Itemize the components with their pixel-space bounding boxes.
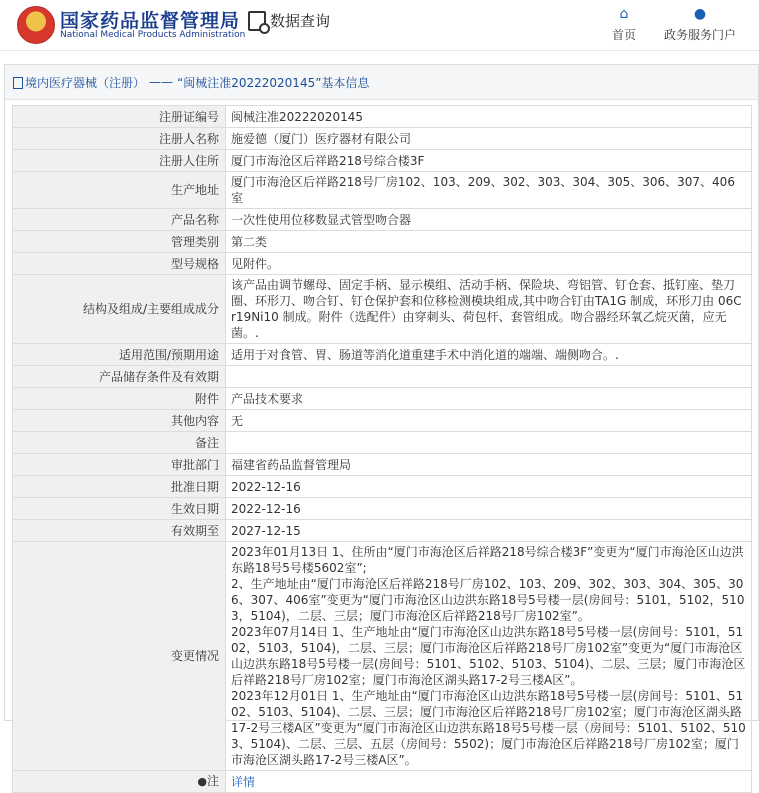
nav-home[interactable]	[610, 6, 638, 43]
row-label: 变更情况	[13, 542, 226, 771]
row-value: 厦门市海沧区后祥路218号厂房102、103、209、302、303、304、305、306、307、406室	[226, 172, 752, 209]
row-value: 施爱德（厦门）医疗器材有限公司	[226, 128, 752, 150]
row-value: 一次性使用位移数显式管型吻合器	[226, 209, 752, 231]
breadcrumb-separator: ——	[149, 75, 174, 89]
table-row	[13, 410, 752, 432]
nav-gov-portal-label: 政务服务门户	[663, 28, 736, 42]
row-value: 2027-12-15	[226, 520, 752, 542]
national-emblem-logo	[17, 6, 55, 44]
row-value: 见附件。	[226, 253, 752, 275]
table-row	[13, 253, 752, 275]
nav-gov-portal[interactable]	[660, 6, 740, 43]
note-value-cell	[226, 771, 752, 793]
table-row	[13, 476, 752, 498]
row-label: 生效日期	[13, 498, 226, 520]
user-icon: ●	[693, 6, 707, 22]
row-value: 2022-12-16	[226, 498, 752, 520]
row-label: 型号规格	[13, 253, 226, 275]
row-label: 注册证编号	[13, 106, 226, 128]
row-value: 闽械注准20222020145	[226, 106, 752, 128]
row-label: 生产地址	[13, 172, 226, 209]
row-label: 产品储存条件及有效期	[13, 366, 226, 388]
row-value: 无	[226, 410, 752, 432]
site-header	[0, 0, 759, 51]
table-row	[13, 275, 752, 344]
note-label-cell	[13, 771, 226, 793]
table-row-change	[13, 542, 752, 771]
row-label: 产品名称	[13, 209, 226, 231]
table-row	[13, 366, 752, 388]
table-row	[13, 344, 752, 366]
row-label: 结构及组成/主要组成成分	[13, 275, 226, 344]
row-label: 审批部门	[13, 454, 226, 476]
row-label: 注册人名称	[13, 128, 226, 150]
site-name-en: National Medical Products Administration	[60, 30, 246, 40]
table-row	[13, 172, 752, 209]
record-table	[12, 105, 752, 793]
data-query-link[interactable]	[248, 10, 330, 31]
table-row	[13, 432, 752, 454]
document-icon	[13, 77, 23, 89]
row-value: 厦门市海沧区后祥路218号综合楼3F	[226, 150, 752, 172]
table-row	[13, 520, 752, 542]
detail-link[interactable]: 详情	[231, 774, 256, 789]
table-row	[13, 388, 752, 410]
table-row-note	[13, 771, 752, 793]
row-label: 注册人住所	[13, 150, 226, 172]
table-row	[13, 498, 752, 520]
table-row	[13, 106, 752, 128]
data-query-label: 数据查询	[270, 12, 331, 30]
document-search-icon	[248, 11, 266, 31]
table-row	[13, 128, 752, 150]
table-row	[13, 231, 752, 253]
change-history-text: 2023年01月13日 1、住所由“厦门市海沧区后祥路218号综合楼3F”变更为“厦门市海沧区山边洪东路18号5号楼5602室”; 2、生产地址由“厦门市海沧区后祥路218号厂房102、103、209、302、303、304、305、306、307、406室”变更为“厦门市海沧区山边洪东路18号5号楼一层(房间号：5101，5102，5103，5104)，二层、三层；厦门市海沧区后祥路218号厂房102室”。 2023年07月14日 1、生产地址由“厦门市海沧区山边洪东路18号5号楼一层(房间号：5101，5102，5103，5104)，二层、三层；厦门市海沧区后祥路218号厂房102室”变更为“厦门市海沧区山边洪东路18号5号楼一层(房间号：5101、5102、5103、5104)、二层、三层；厦门市海沧区后祥路218号厂房102室；厦门市海沧区湖头路17-2号三楼A区”。 2023年12月01日 1、生产地址由“厦门市海沧区山边洪东路18号5号楼一层(房间号：5101、5102、5103、5104)、二层、三层；厦门市海沧区后祥路218号厂房102室；厦门市海沧区湖头路17-2号三楼A区”变更为“厦门市海沧区山边洪东路18号5号楼一层（房间号：5101、5102、5103、5104)、二层、三层、五层（房间号：5502)；厦门市海沧区后祥路218号厂房102室；厦门市海沧区湖头路17-2号三楼A区”。	[226, 542, 752, 771]
row-value	[226, 432, 752, 454]
row-value	[226, 366, 752, 388]
row-value: 适用于对食管、胃、肠道等消化道重建手术中消化道的端端、端侧吻合。.	[226, 344, 752, 366]
breadcrumb-current: “闽械注准20222020145”基本信息	[177, 75, 370, 90]
home-icon: ⌂	[619, 6, 629, 22]
row-label: 适用范围/预期用途	[13, 344, 226, 366]
row-value: 第二类	[226, 231, 752, 253]
row-value: 2022-12-16	[226, 476, 752, 498]
row-label: 批准日期	[13, 476, 226, 498]
row-label: 其他内容	[13, 410, 226, 432]
table-row	[13, 209, 752, 231]
bulb-icon: ●	[197, 775, 207, 788]
row-value: 产品技术要求	[226, 388, 752, 410]
row-label: 管理类别	[13, 231, 226, 253]
record-panel	[4, 64, 759, 789]
row-label: 备注	[13, 432, 226, 454]
row-label: 附件	[13, 388, 226, 410]
note-label: 注	[206, 774, 219, 788]
breadcrumb	[5, 65, 758, 100]
breadcrumb-category[interactable]: 境内医疗器械（注册）	[25, 75, 146, 90]
table-row	[13, 150, 752, 172]
row-value: 福建省药品监督管理局	[226, 454, 752, 476]
row-label: 有效期至	[13, 520, 226, 542]
site-name-cn: 国家药品监督管理局	[60, 10, 241, 32]
table-row	[13, 454, 752, 476]
nav-home-label: 首页	[611, 28, 636, 42]
row-value: 该产品由调节螺母、固定手柄、显示模组、活动手柄、保险块、弯铝管、钉仓套、抵钉座、垫刀圈、环形刀、吻合钉、钉仓保护套和位移检测模块组成,其中吻合钉由TA1G 制成，环形刀由 06Cr19Ni10 制成。附件（选配件）由穿刺头、荷包杆、套管组成。吻合器经环氧乙烷灭菌，应无菌。.	[226, 275, 752, 344]
